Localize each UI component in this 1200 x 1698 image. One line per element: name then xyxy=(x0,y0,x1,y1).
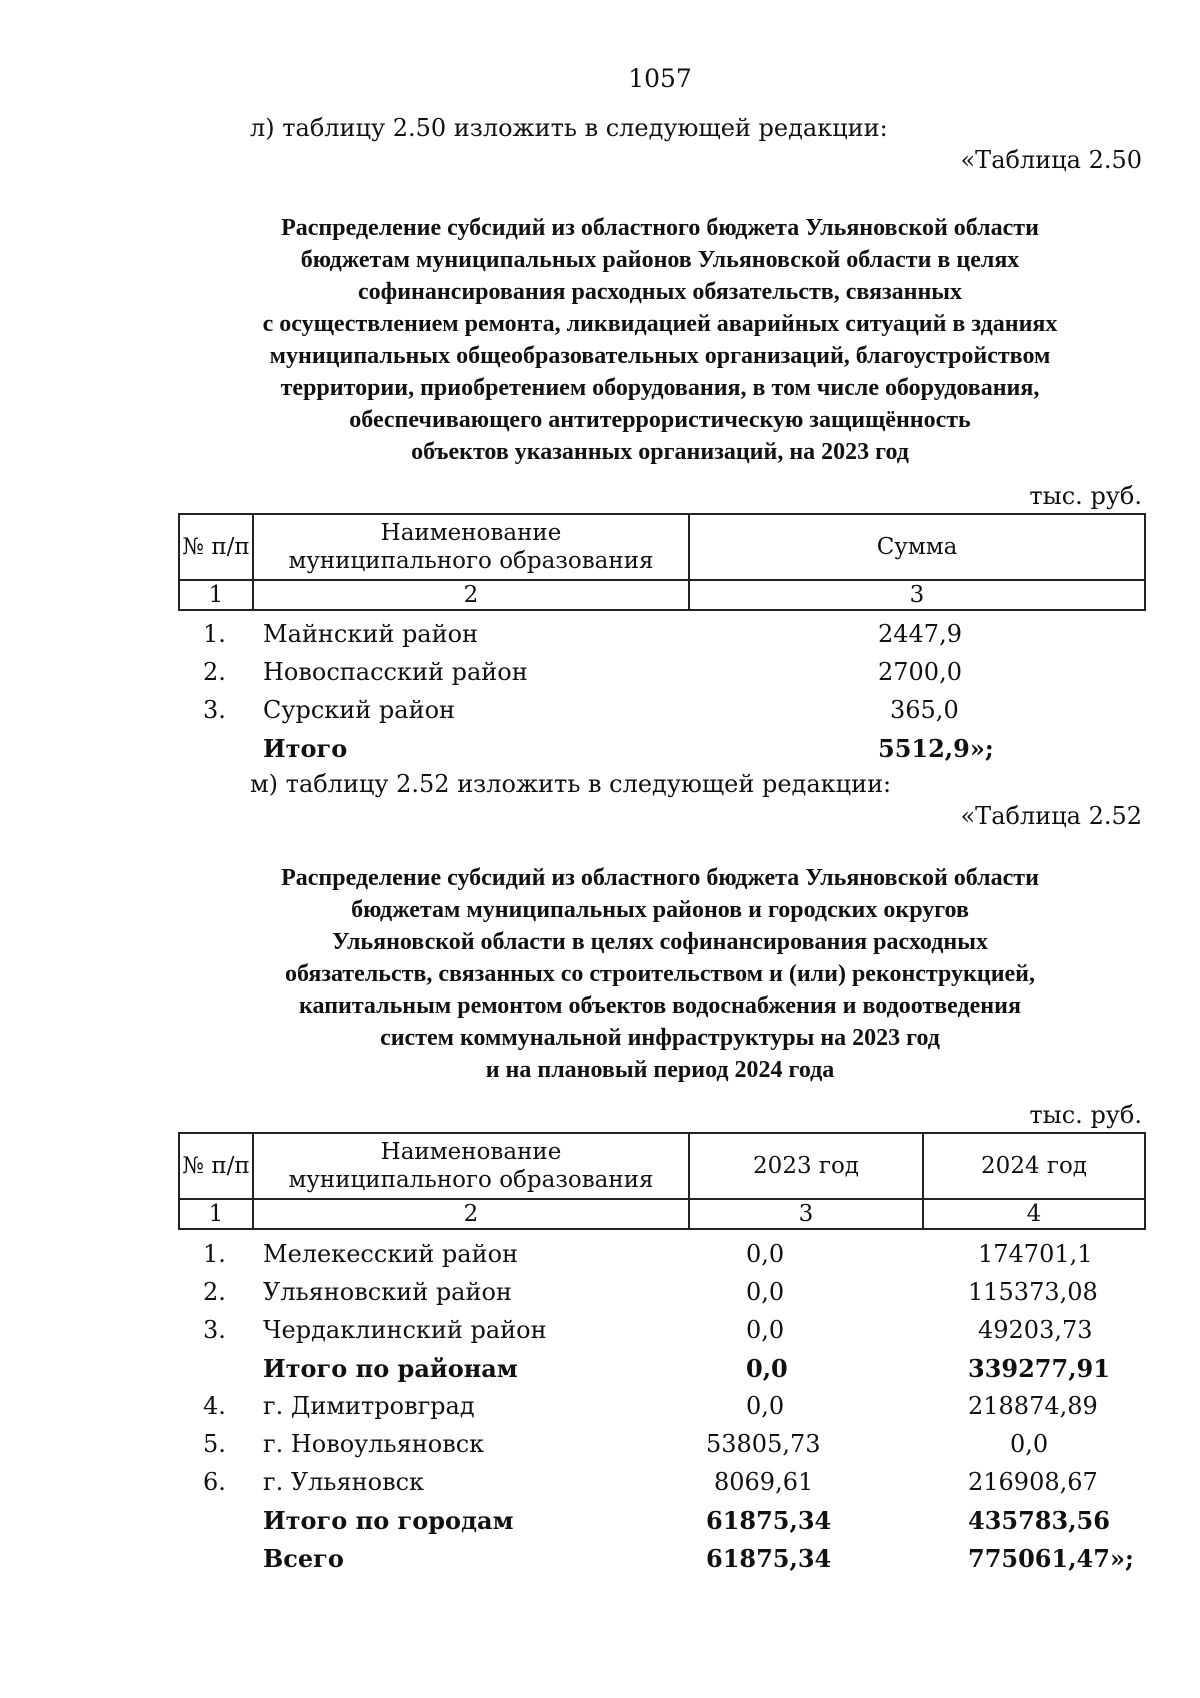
col-number: 3 xyxy=(689,1199,923,1229)
header-num: № п/п xyxy=(179,1133,253,1199)
title-table-2-52 xyxy=(190,862,1130,1086)
col-number: 3 xyxy=(689,580,1145,610)
table-row: 1. Майнский район 2447,9 xyxy=(203,620,962,648)
header-2024: 2024 год xyxy=(923,1133,1145,1199)
page-number: 1057 xyxy=(628,64,692,93)
table-row: 4. г. Димитровград 0,0 218874,89 xyxy=(203,1392,1098,1420)
table-row-subtotal: Итого по районам 0,0 339277,91 xyxy=(263,1354,1110,1383)
header-2023: 2023 год xyxy=(689,1133,923,1199)
header-table-2-52 xyxy=(178,1132,1146,1230)
title-line: Ульяновской области в целях софинансирования расходных xyxy=(332,929,988,955)
header-name: Наименование муниципального образования xyxy=(253,514,689,580)
title-line: объектов указанных организаций, на 2023 год xyxy=(411,439,909,465)
header-num: № п/п xyxy=(179,514,253,580)
title-table-2-50 xyxy=(190,212,1130,468)
table-row-subtotal: Итого по городам 61875,34 435783,56 xyxy=(263,1506,1110,1535)
header-table-2-50 xyxy=(178,513,1146,611)
instruction-table-2-50: л) таблицу 2.50 изложить в следующей редакции: xyxy=(250,114,888,142)
table-ref-2-52: «Таблица 2.52 xyxy=(960,802,1142,830)
rows-table-2-50 xyxy=(178,620,1146,772)
table-row: 2. Ульяновский район 0,0 115373,08 xyxy=(203,1278,1098,1306)
col-number: 2 xyxy=(253,580,689,610)
instruction-table-2-52: м) таблицу 2.52 изложить в следующей редакции: xyxy=(250,770,892,798)
col-number: 1 xyxy=(179,580,253,610)
title-line: бюджетам муниципальных районов Ульяновской области в целях xyxy=(300,247,1020,273)
title-line: систем коммунальной инфраструктуры на 2023 год xyxy=(380,1025,940,1051)
title-line: и на плановый период 2024 года xyxy=(485,1057,835,1083)
units-label: тыс. руб. xyxy=(1029,482,1142,510)
table-row-total: Итого 5512,9»; xyxy=(263,734,994,763)
rows-table-2-52 xyxy=(178,1240,1146,1582)
title-line: обеспечивающего антитеррористическую защищённость xyxy=(349,407,971,433)
title-line: с осуществлением ремонта, ликвидацией аварийных ситуаций в зданиях xyxy=(262,311,1058,337)
table-row: 2. Новоспасский район 2700,0 xyxy=(203,658,962,686)
title-line: обязательств, связанных со строительством и (или) реконструкцией, xyxy=(284,961,1036,987)
table-row: 3. Чердаклинский район 0,0 49203,73 xyxy=(203,1316,1093,1344)
table-row: 3. Сурский район 365,0 xyxy=(203,696,959,724)
title-line: бюджетам муниципальных районов и городских округов xyxy=(351,897,969,923)
units-label: тыс. руб. xyxy=(1029,1101,1142,1129)
header-sum: Сумма xyxy=(689,514,1145,580)
title-line: территории, приобретением оборудования, в том числе оборудования, xyxy=(280,375,1040,401)
col-number: 2 xyxy=(253,1199,689,1229)
table-ref-2-50: «Таблица 2.50 xyxy=(960,146,1142,174)
title-line: софинансирования расходных обязательств, связанных xyxy=(357,279,963,305)
table-row: 5. г. Новоульяновск 53805,73 0,0 xyxy=(203,1430,1049,1458)
table-row: 1. Мелекесский район 0,0 174701,1 xyxy=(203,1240,1093,1268)
table-row-total: Всего 61875,34 775061,47»; xyxy=(263,1544,1134,1573)
col-number: 1 xyxy=(179,1199,253,1229)
title-line: Распределение субсидий из областного бюджета Ульяновской области xyxy=(281,865,1039,891)
table-row: 6. г. Ульяновск 8069,61 216908,67 xyxy=(203,1468,1098,1496)
title-line: Распределение субсидий из областного бюджета Ульяновской области xyxy=(281,215,1039,241)
title-line: капитальным ремонтом объектов водоснабжения и водоотведения xyxy=(299,993,1021,1019)
header-name: Наименование муниципального образования xyxy=(253,1133,689,1199)
col-number: 4 xyxy=(923,1199,1145,1229)
title-line: муниципальных общеобразовательных организаций, благоустройством xyxy=(269,343,1051,369)
